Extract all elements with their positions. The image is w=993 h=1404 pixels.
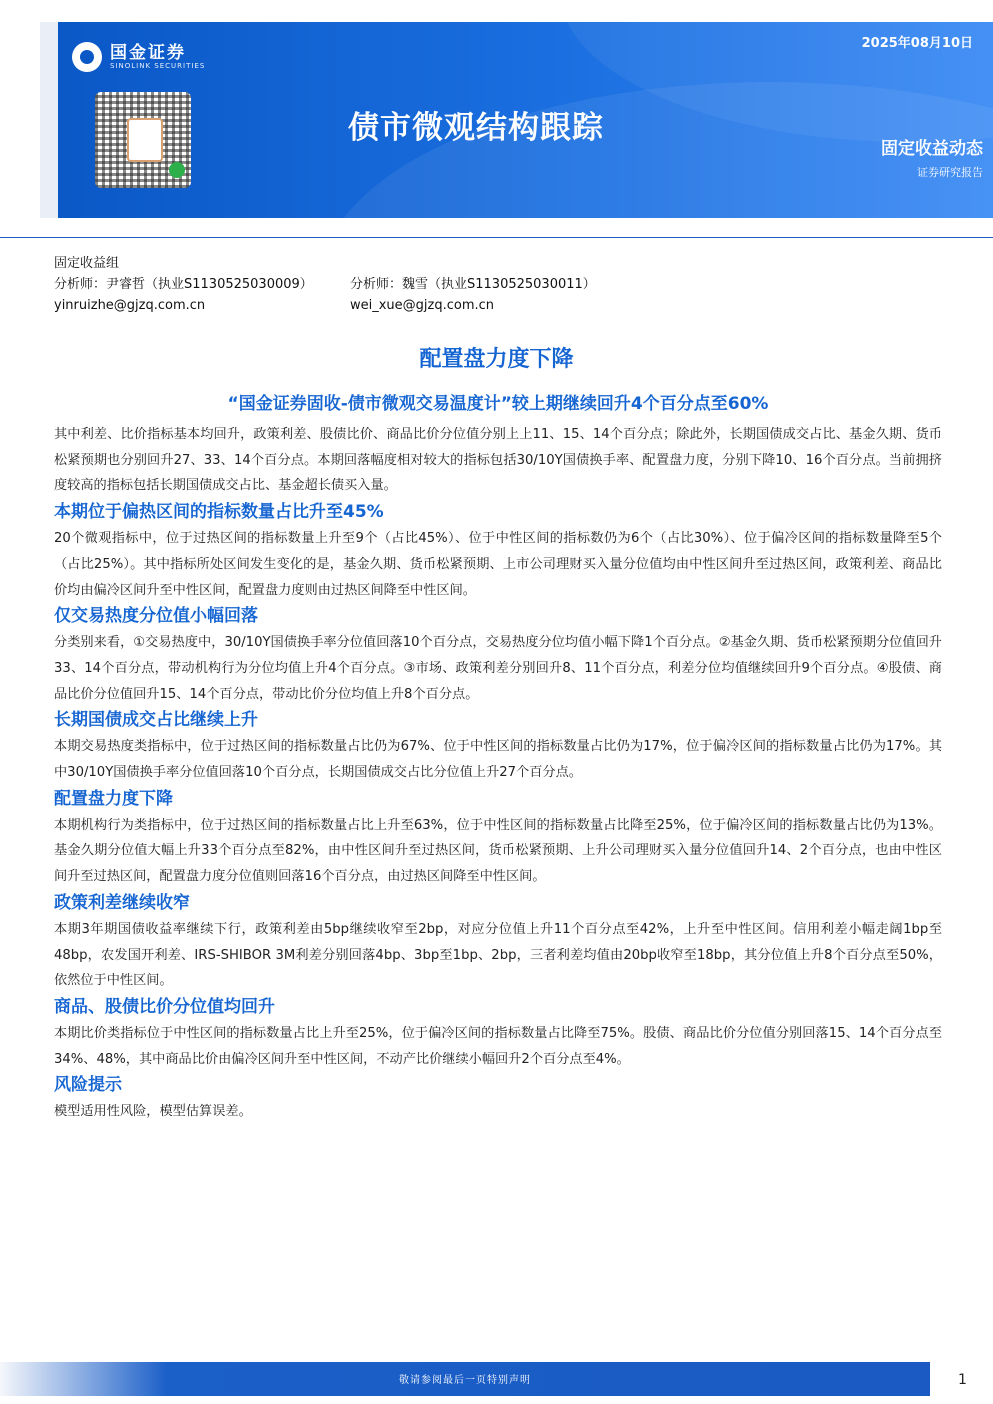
logo-cn: 国金证券 bbox=[110, 42, 186, 63]
banner-stripe bbox=[40, 22, 58, 218]
report-title: 债市微观结构跟踪 bbox=[348, 110, 604, 146]
analyst-2-email[interactable]: wei_xue@gjzq.com.cn bbox=[350, 298, 495, 313]
section-paragraph: 本期3年期国债收益率继续下行，政策利差由5bp继续收窄至2bp，对应分位值上升11个百分点至42%，上升至中性区间。信用利差小幅走阔1bp至48bp，农发国开利差、IRS-SHIBOR 3M利差分别回落4bp、3bp至1bp、2bp，三者利差均值由20bp收窄至18bp，其分位值上升8个百分点至50%，依然位于中性区间。 bbox=[54, 921, 942, 989]
section-heading: 政策利差继续收窄 bbox=[54, 892, 190, 913]
report-type: 固定收益动态 bbox=[881, 139, 983, 159]
lead-heading: “国金证券固收-债市微观交易温度计”较上期继续回升4个百分点至60% bbox=[227, 394, 769, 414]
section-heading: 长期国债成交占比继续上升 bbox=[54, 710, 258, 731]
section-paragraph: 模型适用性风险，模型估算误差。 bbox=[54, 1104, 252, 1120]
page-number: 1 bbox=[958, 1372, 967, 1388]
section-paragraph: 本期机构行为类指标中，位于过热区间的指标数量占比上升至63%，位于中性区间的指标数量占比降至25%，位于偏冷区间的指标数量占比仍为13%。基金久期分位值大幅上升33个百分点至82%，由中性区间升至过热区间，货币松紧预期、上升公司理财买入量分位值回升14、2个百分点，也由中性区间升至过热区间，配置盘力度分位值则回落16个百分点，由过热区间降至中性区间。 bbox=[54, 817, 942, 885]
qr-code-icon bbox=[95, 92, 191, 188]
logo-mark-icon bbox=[72, 42, 102, 72]
section-heading: 风险提示 bbox=[54, 1075, 122, 1096]
company-logo bbox=[72, 42, 205, 72]
section-paragraph: 本期交易热度类指标中，位于过热区间的指标数量占比仍为67%、位于中性区间的指标数量占比仍为17%，位于偏冷区间的指标数量占比仍为17%。其中30/10Y国债换手率分位值回落10个百分点，长期国债成交占比分位值上升27个百分点。 bbox=[54, 739, 942, 781]
header-divider bbox=[0, 237, 993, 238]
section-heading: 商品、股债比价分位值均回升 bbox=[54, 996, 275, 1017]
section-paragraph: 本期比价类指标位于中性区间的指标数量占比上升至25%，位于偏冷区间的指标数量占比降至75%。股债、商品比价分位值分别回落15、14个百分点至34%、48%，其中商品比价由偏冷区间升至中性区间，不动产比价继续小幅回升2个百分点至4%。 bbox=[54, 1025, 942, 1067]
footer-notice: 敬请参阅最后一页特别声明 bbox=[399, 1375, 531, 1386]
main-title: 配置盘力度下降 bbox=[419, 347, 574, 372]
analyst-1-email[interactable]: yinruizhe@gjzq.com.cn bbox=[54, 298, 206, 313]
wechat-badge-icon bbox=[169, 162, 185, 178]
report-subtype: 证券研究报告 bbox=[917, 166, 983, 179]
section-heading: 配置盘力度下降 bbox=[54, 788, 173, 809]
analyst-1: 分析师：尹睿哲（执业S1130525030009） bbox=[54, 277, 313, 292]
logo-en: SINOLINK SECURITIES bbox=[110, 61, 206, 70]
report-body bbox=[54, 392, 942, 1125]
lead-paragraph: 其中利差、比价指标基本均回升，政策利差、股债比价、商品比价分位值分别上上11、15、14个百分点；除此外，长期国债成交占比、基金久期、货币松紧预期也分别回升27、33、14个百分点。本期回落幅度相对较大的指标包括30/10Y国债换手率、配置盘力度，分别下降10、16个百分点。当前拥挤度较高的指标包括长期国债成交占比、基金超长债买入量。 bbox=[54, 427, 942, 494]
analyst-block bbox=[54, 253, 596, 316]
section-paragraph: 20个微观指标中，位于过热区间的指标数量上升至9个（占比45%）、位于中性区间的指标数仍为6个（占比30%）、位于偏冷区间的指标数量降至5个（占比25%）。其中指标所处区间发生变化的是，基金久期、货币松紧预期、上市公司理财买入量分位值均由中性区间升至过热区间，政策利差、商品比价均由偏冷区间升至中性区间，配置盘力度则由过热区间降至中性区间。 bbox=[54, 531, 942, 598]
section-heading: 本期位于偏热区间的指标数量占比升至45% bbox=[54, 502, 384, 523]
section-heading: 仅交易热度分位值小幅回落 bbox=[54, 606, 258, 627]
section-paragraph: 分类别来看，①交易热度中，30/10Y国债换手率分位值回落10个百分点，交易热度分位均值小幅下降1个百分点。②基金久期、货币松紧预期分位值回升33、14个百分点，带动机构行为分位均值上升4个百分点。③市场、政策利差分别回升8、11个百分点，利差分位均值继续回升9个百分点。④股债、商品比价分位值回升15、14个百分点，带动比价分位均值上升8个百分点。 bbox=[54, 635, 942, 702]
qr-center-logo bbox=[127, 118, 163, 162]
report-date: 2025年08月10日 bbox=[861, 36, 973, 51]
analyst-group: 固定收益组 bbox=[54, 256, 120, 271]
analyst-2: 分析师：魏雪（执业S1130525030011） bbox=[350, 277, 596, 292]
